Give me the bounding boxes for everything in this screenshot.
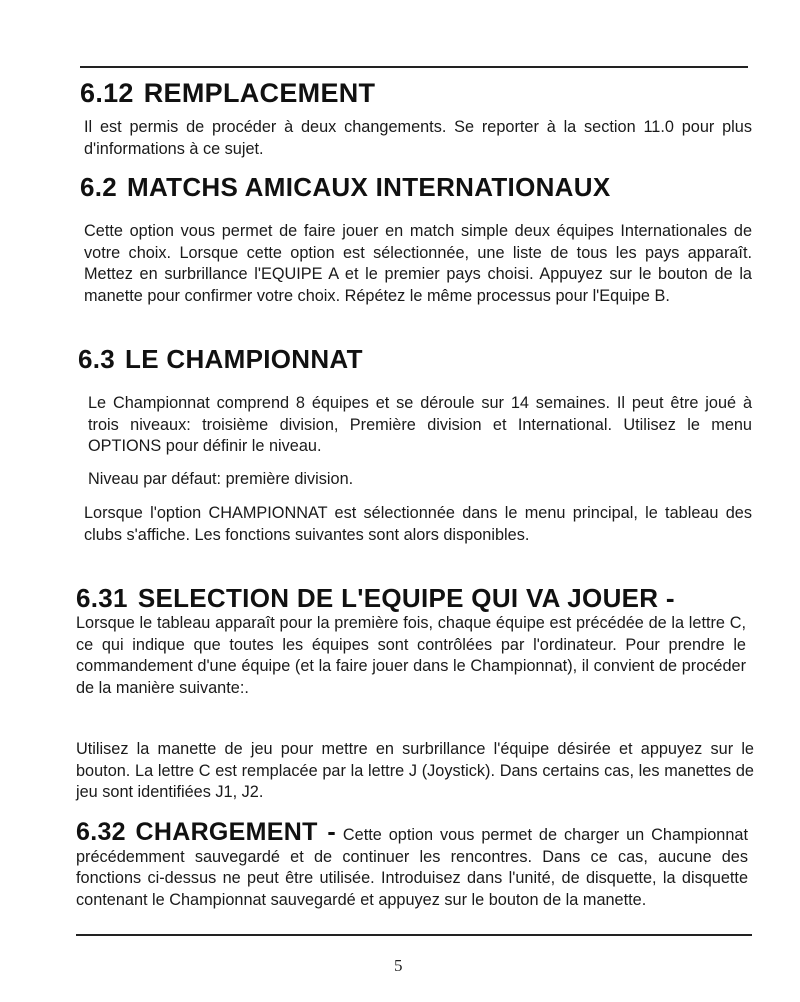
paragraph-6-2: Cette option vous permet de faire jouer en match simple deux équipes Internationales de votre choix. Lorsque cette option est sélectionnée, une liste de tous les pays apparaît. Mettez en surbrillance l'EQUIPE A et le premier pays choisi. Appuyez sur le bouton de la manette pour confirmer votre choix. Répétez le même processus pour l'Equipe B.	[84, 222, 752, 305]
heading-6-31	[76, 583, 675, 614]
section-number: 6.2	[80, 172, 118, 202]
paragraph-6-12: Il est permis de procéder à deux changements. Se reporter à la section 11.0 pour plus d'informations à ce sujet.	[84, 118, 752, 158]
paragraph-6-3-intro: Le Championnat comprend 8 équipes et se déroule sur 14 semaines. Il peut être joué à trois niveaux: troisième division, Première division et International. Utilisez le menu OPTIONS pour définir le niveau.	[88, 394, 752, 455]
section-title: CHARGEMENT -	[135, 818, 336, 846]
heading-6-12	[80, 78, 375, 109]
heading-6-2	[80, 172, 610, 203]
section-title: REMPLACEMENT	[143, 78, 376, 108]
top-rule	[80, 66, 748, 68]
paragraph-6-32	[76, 818, 748, 911]
heading-6-3	[78, 344, 363, 375]
section-number: 6.32	[76, 818, 126, 846]
section-title: MATCHS AMICAUX INTERNATIONAUX	[127, 172, 611, 202]
paragraph-6-32-body: Cette option vous permet de charger un Championnat précédemment sauvegardé et de continuer les rencontres. Dans ce cas, aucune des fonctions ci-dessus ne peut être utilisée. Introduisez dans l'unité, de disquette, la disquette contenant le Championnat sauvegardé et appuyez sur le bouton de la manette.	[76, 826, 748, 909]
bottom-rule	[76, 934, 752, 936]
section-title: LE CHAMPIONNAT	[125, 344, 363, 374]
paragraph-6-3-default-level: Niveau par défaut: première division.	[88, 470, 354, 488]
section-number: 6.12	[80, 78, 134, 108]
paragraph-6-31-intro: Lorsque le tableau apparaît pour la première fois, chaque équipe est précédée de la lettre C, ce qui indique que toutes les équipes sont contrôlées par l'ordinateur. Pour prendre le commandement d'une équipe (et la faire jouer dans le Championnat), il convient de procéder de la manière suivante:.	[76, 614, 746, 697]
section-number: 6.31	[76, 583, 128, 613]
section-title: SELECTION DE L'EQUIPE QUI VA JOUER -	[137, 583, 675, 613]
section-number: 6.3	[78, 344, 116, 374]
paragraph-6-3-tableau: Lorsque l'option CHAMPIONNAT est sélectionnée dans le menu principal, le tableau des clubs s'affiche. Les fonctions suivantes sont alors disponibles.	[84, 504, 752, 544]
page-number: 5	[394, 956, 403, 975]
paragraph-6-31-steps: Utilisez la manette de jeu pour mettre en surbrillance l'équipe désirée et appuyez sur le bouton. La lettre C est remplacée par la lettre J (Joystick). Dans certains cas, les manettes de jeu sont identifiées J1, J2.	[76, 740, 754, 801]
heading-6-32	[76, 818, 336, 846]
